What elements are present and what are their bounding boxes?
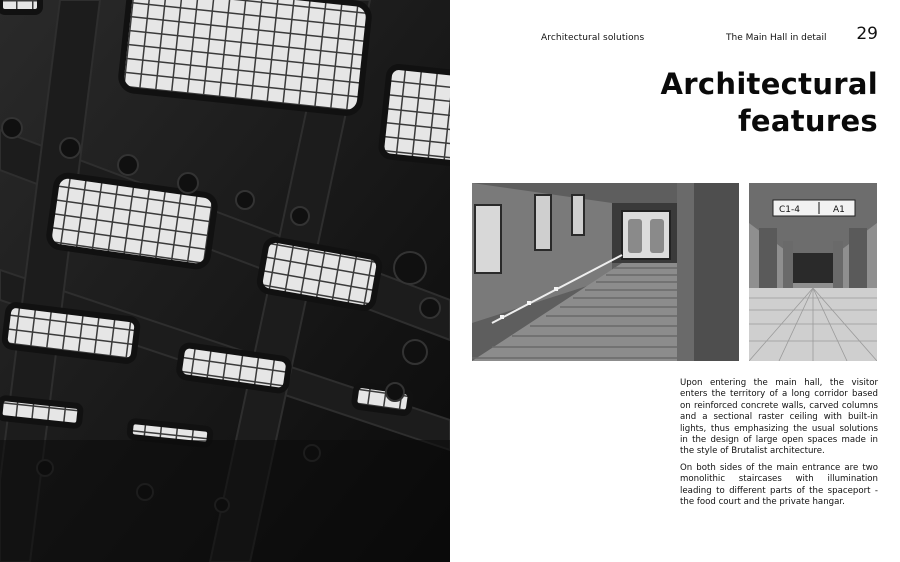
title-line-2: features	[738, 104, 878, 138]
body-copy	[680, 378, 878, 513]
corridor-illustration	[749, 183, 877, 361]
staircase-illustration	[472, 183, 739, 361]
chapter-label: The Main Hall in detail	[726, 33, 827, 43]
corridor-sign-left: C1-4	[779, 205, 800, 215]
page-title	[548, 66, 878, 140]
page-number: 29	[856, 24, 878, 44]
corridor-sign-right: A1	[833, 205, 845, 215]
staircase-photo	[472, 183, 739, 361]
section-label: Architectural solutions	[541, 33, 645, 43]
corridor-photo	[749, 183, 877, 361]
body-paragraph-2: On both sides of the main entrance are two monolithic staircases with illumination leading to different parts of the spaceport - the food court and the private hangar.	[680, 462, 878, 508]
title-line-1: Architectural	[660, 67, 878, 101]
body-paragraph-1: Upon entering the main hall, the visitor enters the territory of a long corridor based on reinforced concrete walls, carved columns and a sectional raster ceiling with built-in lights, thus emphasizing the usual solutions in the design of large open spaces made in the style of Brutalist architecture.	[680, 378, 878, 457]
